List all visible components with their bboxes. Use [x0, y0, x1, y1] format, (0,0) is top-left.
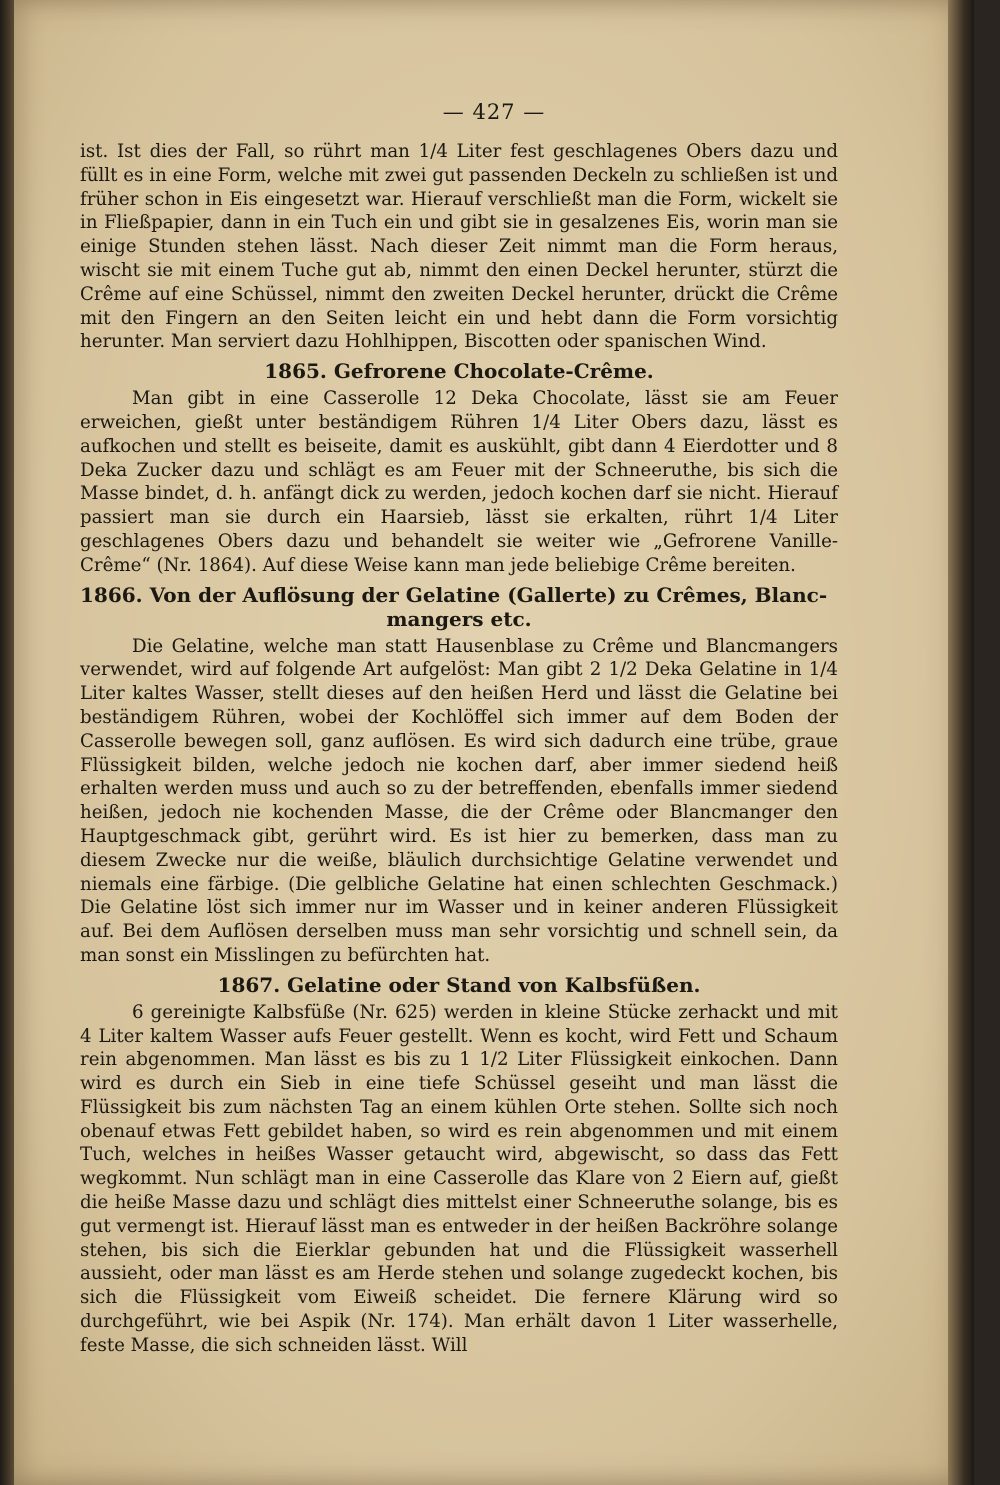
- recipe-heading-1867: 1867. Gelatine oder Stand von Kalbsfüßen.: [217, 972, 701, 997]
- recipe-text-1865: Man gibt in eine Casserolle 12 Deka Chocolate, lässt sie am Feuer erweichen, gießt unter beständigem Rühren 1/4 Liter Obers dazu, lässt es aufkochen und stellt es beiseite, damit es auskühlt, gibt dann 4 Eierdotter und 8 Deka Zucker dazu und schlägt es am Feuer mit der Schneeruthe, bis sich die Masse bindet, d. h. anfängt dick zu werden, jedoch kochen darf sie nicht. Hierauf passiert man sie durch ein Haarsieb, lässt sie erkalten, rührt 1/4 Liter geschlagenes Obers dazu und behandelt sie weiter wie „Gefrorene Vanille-Crême“ (Nr. 1864). Auf diese Weise kann man jede beliebige Crême bereiten.: [80, 388, 838, 576]
- recipe-heading-1866-line1: 1866. Von der Auflösung der Gelatine (Gallerte) zu Crêmes, Blanc-: [80, 582, 828, 607]
- page-text: [80, 140, 838, 1358]
- page-edge-shadow: [948, 0, 974, 1485]
- recipe-heading-1866-line2: mangers etc.: [386, 606, 532, 631]
- page-number: — 427 —: [442, 100, 546, 124]
- paragraph-continuation: ist. Ist dies der Fall, so rührt man 1/4 Liter fest geschlagenes Obers dazu und füllt es in eine Form, welche mit zwei gut passenden Deckeln zu schließen ist und früher schon in Eis eingesetzt war. Hierauf verschließt man die Form, wickelt sie in Fließpapier, dann in ein Tuch ein und gibt sie in gesalzenes Eis, worin man sie einige Stunden stehen lässt. Nach dieser Zeit nimmt man die Form heraus, wischt sie mit einem Tuche gut ab, nimmt den einen Deckel herunter, stürzt die Crême auf eine Schüssel, nimmt den zweiten Deckel herunter, drückt die Crême mit den Fingern an den Seiten leicht ein und hebt dann die Form vorsichtig herunter. Man serviert dazu Hohlhippen, Biscotten oder spanischen Wind.: [80, 141, 838, 353]
- recipe-text-1866: Die Gelatine, welche man statt Hausenblase zu Crême und Blancmangers verwendet, wird auf folgende Art aufgelöst: Man gibt 2 1/2 Deka Gelatine in 1/4 Liter kaltes Wasser, stellt dieses auf den heißen Herd und lässt die Gelatine bei beständigem Rühren, wobei der Kochlöffel sich immer auf dem Boden der Casserolle bewegen soll, ganz auflösen. Es wird sich dadurch eine trübe, graue Flüssigkeit bilden, welche jedoch nie kochen darf, aber immer siedend heiß erhalten werden muss und auch so zu der betreffenden, ebenfalls immer siedend heißen, jedoch nie kochenden Masse, die der Crême oder Blancmanger den Hauptgeschmack gibt, gerührt wird. Es ist hier zu bemerken, dass man zu diesem Zwecke nur die weiße, bläulich durchsichtige Gelatine verwendet und niemals eine färbige. (Die gelbliche Gelatine hat einen schlechten Geschmack.) Die Gelatine löst sich immer nur im Wasser und in keiner anderen Flüssigkeit auf. Bei dem Auflösen derselben muss man sehr vorsichtig und schnell sein, da man sonst ein Misslingen zu befürchten hat.: [80, 635, 838, 966]
- recipe-text-1867: 6 gereinigte Kalbsfüße (Nr. 625) werden in kleine Stücke zerhackt und mit 4 Liter kaltem Wasser aufs Feuer gestellt. Wenn es kocht, wird Fett und Schaum rein abgenommen. Man lässt es bis zu 1 1/2 Liter Flüssigkeit einkochen. Dann wird es durch ein Sieb in eine tiefe Schüssel geseiht und man lässt die Flüssigkeit bis zum nächsten Tag an einem kühlen Orte stehen. Sollte sich noch obenauf etwas Fett gebildet haben, so wird es rein abgenommen und mit einem Tuch, welches in heißes Wasser getaucht wird, abgewischt, so dass das Fett wegkommt. Nun schlägt man in eine Casserolle das Klare von 2 Eiern auf, gießt die heiße Masse dazu und schlägt dies mittelst einer Schneeruthe solange, bis es gut vermengt ist. Hierauf lässt man es entweder in der heißen Backröhre solange stehen, bis sich die Eierklar gebunden hat und die Flüssigkeit wasserhell aussieht, oder man lässt es am Herde stehen und solange zugedeckt kochen, bis sich die Flüssigkeit vom Eiweiß scheidet. Die fernere Klärung wird so durchgeführt, wie bei Aspik (Nr. 174). Man erhält davon 1 Liter wasserhelle, feste Masse, die sich schneiden lässt. Will: [80, 1001, 838, 1356]
- recipe-heading-1865: 1865. Gefrorene Chocolate-Crême.: [264, 359, 654, 384]
- book-page: [14, 0, 974, 1485]
- recipe-heading-1866: [80, 583, 838, 631]
- book-gutter: [0, 0, 14, 1485]
